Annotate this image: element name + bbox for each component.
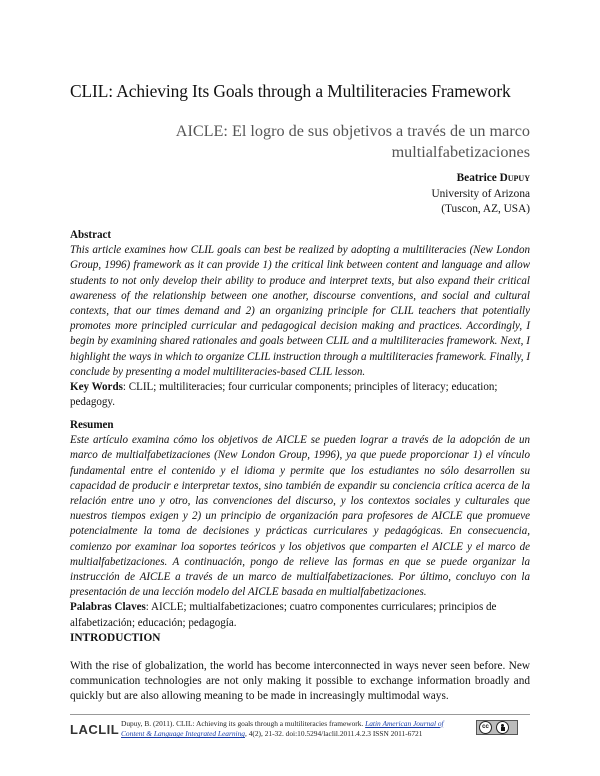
author-last-name: Dupuy (499, 172, 530, 184)
journal-logo-text: LACLIL (70, 722, 120, 737)
resumen-keywords: Palabras Claves: AICLE; multialfabetizaciones; cuatro componentes curriculares; principios de alfabetización; educación; pedagogía. (70, 601, 497, 629)
introduction-body: With the rise of globalization, the world has become interconnected in ways never seen before. New communication technologies are not only making it possible to exchange information broadly and quickly but are also allowing meaning to be made in increasingly multimodal ways. (70, 660, 530, 703)
author-block (270, 171, 530, 218)
resumen-heading: Resumen (70, 419, 114, 431)
keywords-text: CLIL; multiliteracies; four curricular components; principles of literacy; education; pedagogy. (70, 381, 498, 409)
creative-commons-badge[interactable] (476, 720, 518, 735)
author-name (270, 171, 530, 187)
footer-divider (70, 714, 530, 715)
cc-icon: cc (479, 721, 492, 734)
abstract-body: This article examines how CLIL goals can best be realized by adopting a multiliteracies (New London Group, 1996) framework as it can provide 1) the critical link between content and language and allow students to not only develop their ability to produce and interpret texts, but also expand their critical awareness of the relationship between one another, discourse conventions, and social and cultural contexts, that our times demand and 2) an organizing principle for CLIL teachers that potentially promotes more principled curricular and pedagogical decision making and practices. Accordingly, I begin by examining shared rationales and goals between CLIL and a multiliteracies framework. Next, I highlight the ways in which to organize CLIL instruction through a multiliteracies framework. Finally, I conclude by presenting a model multiliteracies-based CLIL lesson. (70, 244, 530, 378)
journal-link[interactable]: Latin American Journal of Content & Language Integrated Learning (121, 719, 444, 739)
resumen-body: Este artículo examina cómo los objetivos de AICLE se pueden lograr a través de la adopción de un marco de multialfabetizaciones (New London Group, 1996), ya que puede proporcionar 1) el vínculo fundamental entre el contenido y el idioma y permite que los estudiantes no sólo desarrollen su capacidad de producir e interpretar textos, sino también de expandir su conciencia crítica acerca de la relación entre uno y otro, las convenciones del discurso, y los contextos sociales y culturales que nuestros tiempos exigen y 2) un principio de organización para profesores de AICLE que promueve potencialmente la toma de decisiones y prácticas curriculares y pedagógicas. En consecuencia, comienzo por examinar loa soportes teóricos y los objetivos que comparten el AICLE y el marco de multialfabetizaciones. A continuación, pongo de relieve las formas en que se puede organizar la instrucción de AICLE a través de un marco de multialfabetizaciones. Por último, concluyo con la presentación de una lección modelo del AICLE basada en multialfabetizaciones. (70, 434, 530, 599)
citation-suffix: , 4(2), 21-32. doi:10.5294/laclil.2011.4.2.3 ISSN 2011-6721 (245, 729, 423, 739)
citation-prefix: Dupuy, B. (2011). CLIL: Achieving its goals through a multiliteracies framework. (121, 719, 364, 728)
abstract-keywords: Key Words: CLIL; multiliteracies; four curricular components; principles of literacy; education; pedagogy. (70, 381, 498, 409)
author-affiliation: University of Arizona (431, 187, 530, 200)
abstract-section (70, 228, 530, 410)
author-first-name: Beatrice (456, 172, 497, 184)
abstract-heading: Abstract (70, 229, 112, 241)
footer-citation (121, 719, 466, 740)
title-english: CLIL: Achieving Its Goals through a Multiliteracies Framework (70, 81, 511, 101)
journal-logo (70, 722, 120, 740)
resumen-section (70, 418, 530, 631)
introduction-heading: INTRODUCTION (70, 632, 161, 644)
palabras-claves-label: Palabras Claves (70, 601, 146, 614)
attribution-icon (496, 721, 509, 734)
title-spanish: AICLE: El logro de sus objetivos a través de un marco multialfabetizaciones (175, 122, 530, 161)
keywords-label: Key Words (70, 381, 123, 394)
author-location: (Tuscon, AZ, USA) (441, 203, 530, 216)
palabras-claves-text: AICLE; multialfabetizaciones; cuatro componentes curriculares; principios de alfabetización; educación; pedagogía. (70, 601, 497, 629)
